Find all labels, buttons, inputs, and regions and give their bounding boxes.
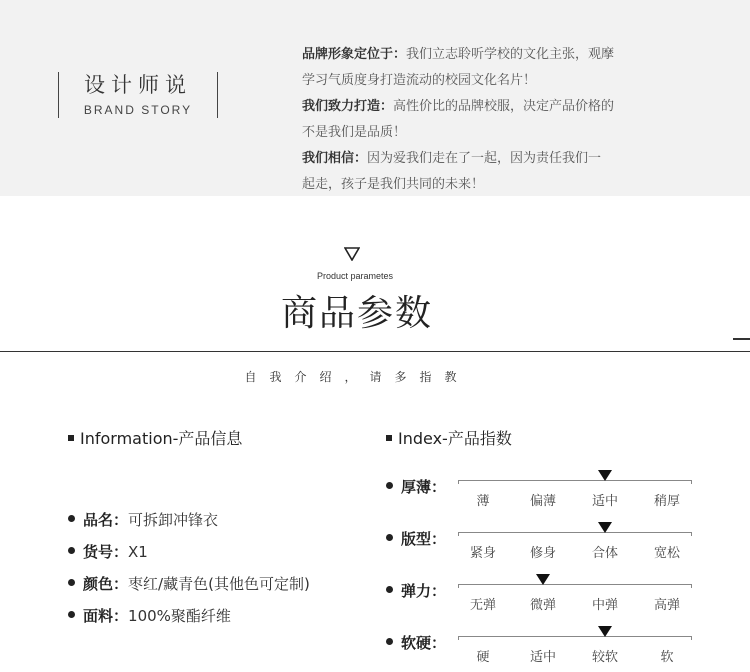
bullet-icon [386,482,393,489]
bullet-icon [386,586,393,593]
index-label [386,476,446,497]
bullet-icon [386,534,393,541]
bullet-icon [68,547,75,554]
index-label-text: 厚薄： [401,478,447,496]
divider-mark [733,338,750,340]
info-key: 品名 [83,511,114,529]
story-line: 起走，孩子是我们共同的未来！ [302,177,485,192]
bullet-icon [68,515,75,522]
index-option: 修身 [529,546,557,561]
info-key: 颜色 [83,575,114,593]
section-subtitle: Product parametes [316,271,394,281]
index-option: 软 [660,650,674,665]
info-row-sku: 货号：X1 [68,541,388,573]
brand-title-cn: 设计师说 [84,73,192,97]
info-value: X1 [128,543,148,561]
index-row [386,632,706,672]
info-key: 面料 [83,607,114,625]
index-pointer-icon [598,522,612,533]
index-row [386,580,706,620]
index-option: 合体 [591,546,619,561]
story-text: 高性价比的品牌校服，决定产品价格的 [393,99,615,114]
index-option: 适中 [529,650,557,665]
story-key: 我们致力打造： [302,99,394,114]
intro-text: 自我介绍，请多指教 [244,370,470,384]
divider [0,351,750,352]
index-option: 紧身 [469,546,497,561]
index-row [386,476,706,516]
index-option: 硬 [476,650,490,665]
index-label [386,528,446,549]
info-value: 100%聚酯纤维 [128,607,231,625]
index-option: 微弹 [529,598,557,613]
info-section-title [68,426,242,449]
brand-banner [0,0,750,196]
index-pointer-icon [536,574,550,585]
story-line [302,146,682,172]
bullet-icon [68,579,75,586]
info-list [68,509,388,637]
index-scale-bar [458,584,692,585]
info-key: 货号 [83,543,114,561]
info-value: 枣红/藏青色(其他色可定制) [128,575,310,593]
index-label-text: 软硬： [401,634,447,652]
info-title-text: Information-产品信息 [80,429,243,448]
index-option: 偏薄 [529,494,557,509]
square-bullet-icon [68,435,74,441]
index-option: 较软 [591,650,619,665]
story-key: 我们相信： [302,151,368,166]
story-line [302,94,682,120]
index-title-text: Index-产品指数 [398,429,512,448]
index-option: 薄 [476,494,490,509]
section-title: 商品参数 [280,293,433,334]
index-option: 高弹 [653,598,681,613]
info-row-name: 品名：可拆卸冲锋衣 [68,509,388,541]
square-bullet-icon [386,435,392,441]
info-value: 可拆卸冲锋衣 [128,511,219,529]
index-scale-bar [458,636,692,637]
brand-story-text [302,42,682,198]
index-label [386,580,446,601]
brand-story-box [58,72,218,118]
story-text: 因为爱我们走在了一起，因为责任我们一 [367,151,602,166]
index-section-title [386,426,512,449]
index-option: 适中 [591,494,619,509]
story-key: 品牌形象定位于： [302,47,407,62]
index-label [386,632,446,653]
index-pointer-icon [598,626,612,637]
index-pointer-icon [598,470,612,481]
story-line: 学习气质度身打造流动的校园文化名片！ [302,73,537,88]
brand-title-en: BRAND STORY [83,103,193,117]
index-option: 稍厚 [653,494,681,509]
index-scale-bar [458,480,692,481]
index-option: 无弹 [469,598,497,613]
story-text: 我们立志聆听学校的文化主张，观摩 [406,47,615,62]
story-line: 不是我们是品质！ [302,125,407,140]
info-row-color: 颜色：枣红/藏青色(其他色可定制) [68,573,388,605]
index-label-text: 版型： [401,530,447,548]
bullet-icon [386,638,393,645]
story-line [302,42,682,68]
index-row [386,528,706,568]
index-scale-bar [458,532,692,533]
info-row-fabric: 面料：100%聚酯纤维 [68,605,388,637]
index-label-text: 弹力： [401,582,447,600]
index-option: 中弹 [591,598,619,613]
index-option: 宽松 [653,546,681,561]
bullet-icon [68,611,75,618]
